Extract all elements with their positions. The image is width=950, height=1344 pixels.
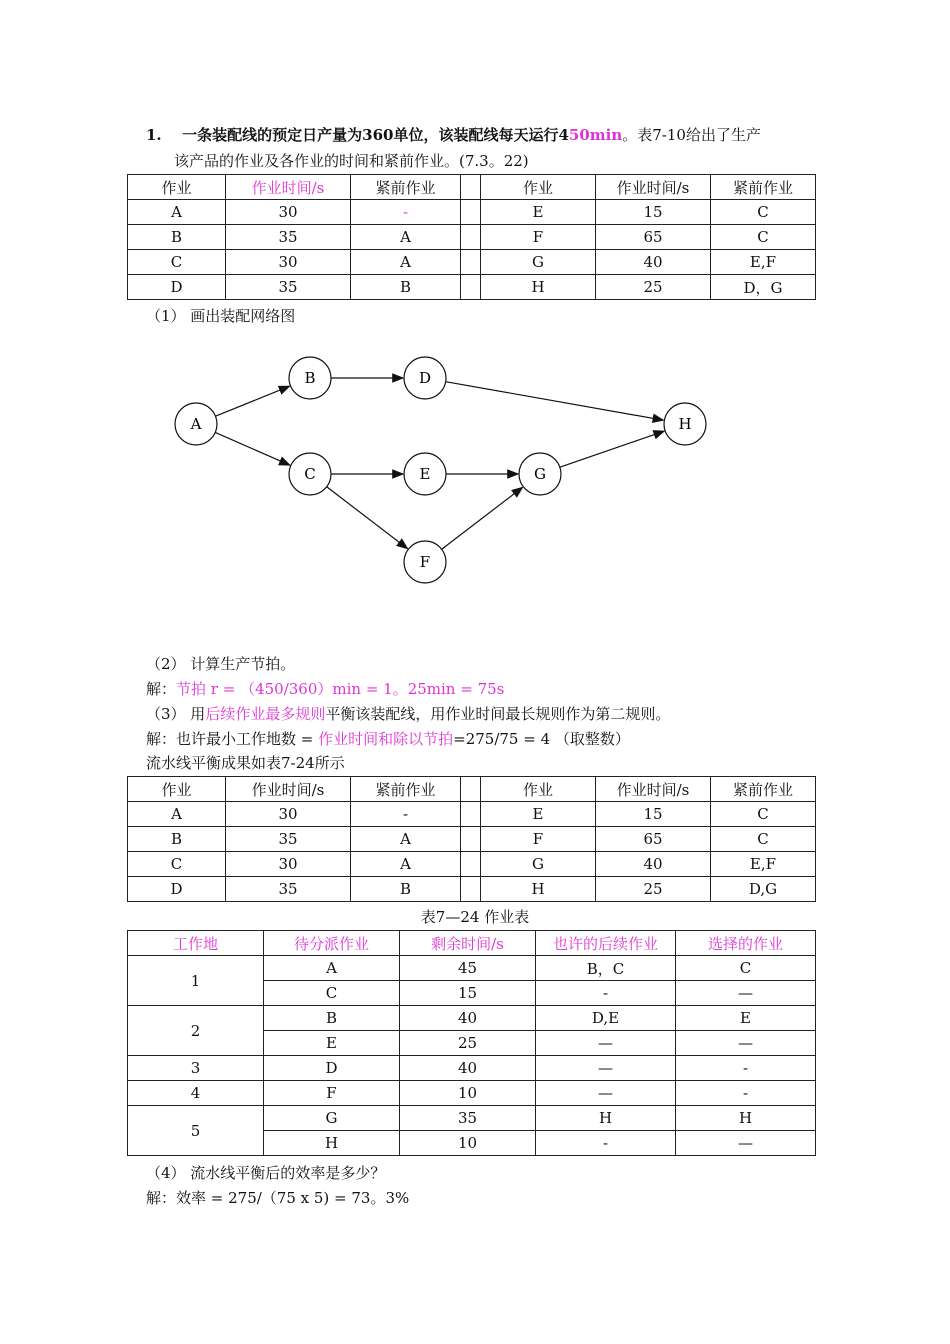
table-cell: B [128,827,226,852]
column-header: 作业 [481,777,596,802]
edge-A-B [215,386,289,416]
node-A [175,403,217,445]
node-label: D [418,369,432,387]
column-header: 作业时间/s [596,777,711,802]
table-cell: 30 [226,852,351,877]
table-cell: H [676,1106,816,1131]
table-cell: 35 [226,877,351,902]
table-cell: G [481,250,596,275]
table-cell: C [711,802,816,827]
column-header: 作业 [128,175,226,200]
solution3-suffix: =275/75 = 4 （取整数） [453,730,630,748]
table-cell: - [676,1056,816,1081]
table-cell: A [128,802,226,827]
gap-cell [461,777,481,802]
table-cell: 40 [596,250,711,275]
column-header: 紧前作业 [711,175,816,200]
gap-cell [461,275,481,300]
edge-A-C [215,432,290,465]
table-cell: - [351,200,461,225]
node-H [664,403,706,445]
solution2-prefix: 解： [146,680,177,698]
solution3-prefix: 解：也许最小工作地数 = [146,730,319,748]
edge-G-H [560,431,664,467]
table-cell: - [676,1081,816,1106]
part2-label: （2） 计算生产节拍。 [146,655,296,673]
gap-cell [461,175,481,200]
table-cell: - [536,981,676,1006]
node-G [519,453,561,495]
table-cell: 45 [400,956,536,981]
node-label: G [534,465,546,483]
column-header: 工作地 [128,931,264,956]
table-cell: - [351,802,461,827]
table-cell: G [264,1106,400,1131]
table-cell: F [481,225,596,250]
table-cell: D [128,877,226,902]
table-cell: — [676,1031,816,1056]
table-cell: A [128,200,226,225]
solution2-highlight: 节拍 r = （450/360）min = 1。25min = 75s [176,680,505,698]
table-cell: F [481,827,596,852]
table-cell: F [264,1081,400,1106]
table-cell: E,F [711,852,816,877]
table-cell: 15 [596,200,711,225]
table-balance-result [127,776,816,902]
gap-cell [461,877,481,902]
table-cell: A [351,827,461,852]
part3-prefix: （3） 用 [146,705,206,723]
table-cell: — [676,1131,816,1156]
column-header: 作业 [481,175,596,200]
solution3-highlight: 作业时间和除以节拍 [318,730,454,748]
gap-cell [461,200,481,225]
table-cell: D [264,1056,400,1081]
column-header: 紧前作业 [711,777,816,802]
table-cell: A [351,852,461,877]
table-cell: D,G [711,877,816,902]
table-cell: B [351,275,461,300]
question-title [146,124,761,146]
table-cell: 40 [596,852,711,877]
solution4: 解：效率 = 275/（75 x 5) = 73。3% [146,1189,410,1207]
part3-highlight: 后续作业最多规则 [205,705,326,723]
table-cell: 40 [400,1056,536,1081]
node-label: E [419,465,431,483]
part3-suffix: 平衡该装配线，用作业时间最长规则作为第二规则。 [325,705,671,723]
table-cell: - [536,1131,676,1156]
table-cell: H [481,877,596,902]
table-cell: A [351,225,461,250]
station-cell: 2 [128,1006,264,1056]
table-row [128,200,816,225]
node-label: H [678,415,692,433]
table-cell: A [264,956,400,981]
edge-F-G [442,487,523,549]
solution3 [146,728,630,750]
table-cell: B [128,225,226,250]
node-label: F [419,553,431,571]
table-cell: 30 [226,200,351,225]
table-cell: — [536,1031,676,1056]
table-cell: 35 [400,1106,536,1131]
node-label: A [190,415,202,433]
table-cell: G [481,852,596,877]
table-cell: C [264,981,400,1006]
table-cell: D,E [536,1006,676,1031]
result-line: 流水线平衡成果如表7-24所示 [146,754,345,772]
table-cell: D，G [711,275,816,300]
table-row [128,1006,816,1031]
question-line2: 该产品的作业及各作业的时间和紧前作业。(7.3。22) [174,152,529,170]
part3-label [146,703,670,725]
table-cell: B [264,1006,400,1031]
station-cell: 5 [128,1106,264,1156]
table-cell: 15 [400,981,536,1006]
table-cell: E,F [711,250,816,275]
table-row [128,852,816,877]
header-row [128,175,816,200]
gap-cell [461,827,481,852]
table-cell: 35 [226,827,351,852]
table-row [128,802,816,827]
table-cell: — [536,1056,676,1081]
column-header: 选择的作业 [676,931,816,956]
table-cell: 25 [400,1031,536,1056]
part1-label: （1） 画出装配网络图 [146,307,296,325]
column-header: 待分派作业 [264,931,400,956]
table-cell: C [711,827,816,852]
table-cell: C [128,852,226,877]
table-row [128,1056,816,1081]
question-number: 1. [146,126,162,144]
table-cell: A [351,250,461,275]
table-cell: 25 [596,275,711,300]
table-cell: E [676,1006,816,1031]
table-cell: D [128,275,226,300]
table-7-24 [127,930,816,1156]
node-label: C [304,465,316,483]
table-cell: H [481,275,596,300]
table-row [128,956,816,981]
table-7-10 [127,174,816,300]
station-cell: 3 [128,1056,264,1081]
table-row [128,225,816,250]
table-cell: B，C [536,956,676,981]
column-header: 作业时间/s [226,175,351,200]
table-cell: C [128,250,226,275]
table-cell: 35 [226,225,351,250]
table-cell: C [711,225,816,250]
question-title-highlight: 50min [568,126,623,144]
table-cell: 25 [596,877,711,902]
column-header: 作业时间/s [226,777,351,802]
column-header: 紧前作业 [351,175,461,200]
node-label: B [304,369,316,387]
table-cell: C [711,200,816,225]
station-cell: 1 [128,956,264,1006]
table-cell: 35 [226,275,351,300]
table-cell: 65 [596,225,711,250]
table-row [128,1106,816,1131]
header-row [128,931,816,956]
column-header: 紧前作业 [351,777,461,802]
table-row [128,275,816,300]
table-row [128,877,816,902]
gap-cell [461,250,481,275]
table-row [128,1081,816,1106]
table-cell: C [676,956,816,981]
column-header: 剩余时间/s [400,931,536,956]
question-title-suffix: 。表7-10给出了生产 [622,126,761,144]
station-cell: 4 [128,1081,264,1106]
assembly-network-diagram [150,340,750,600]
table-row [128,827,816,852]
table-cell: 30 [226,802,351,827]
gap-cell [461,852,481,877]
table-cell: 65 [596,827,711,852]
edge-C-F [327,487,408,549]
table-cell: 10 [400,1081,536,1106]
table-cell: H [536,1106,676,1131]
table-cell: E [264,1031,400,1056]
gap-cell [461,802,481,827]
question-title-prefix: 一条装配线的预定日产量为360单位，该装配线每天运行4 [182,126,569,144]
column-header: 作业 [128,777,226,802]
edge-D-H [446,382,664,421]
column-header: 作业时间/s [596,175,711,200]
node-E [404,453,446,495]
table-cell: — [676,981,816,1006]
table-cell: E [481,802,596,827]
table-cell: 30 [226,250,351,275]
node-C [289,453,331,495]
table-cell: E [481,200,596,225]
table-cell: 15 [596,802,711,827]
table-row [128,250,816,275]
solution2 [146,678,504,700]
node-F [404,541,446,583]
table-cell: H [264,1131,400,1156]
part4-label: （4） 流水线平衡后的效率是多少？ [146,1164,386,1182]
table-cell: 40 [400,1006,536,1031]
table-cell: B [351,877,461,902]
table-cell: — [536,1081,676,1106]
node-D [404,357,446,399]
column-header: 也许的后续作业 [536,931,676,956]
gap-cell [461,225,481,250]
table3-caption: 表7—24 作业表 [420,908,530,926]
header-row [128,777,816,802]
table-cell: 10 [400,1131,536,1156]
node-B [289,357,331,399]
